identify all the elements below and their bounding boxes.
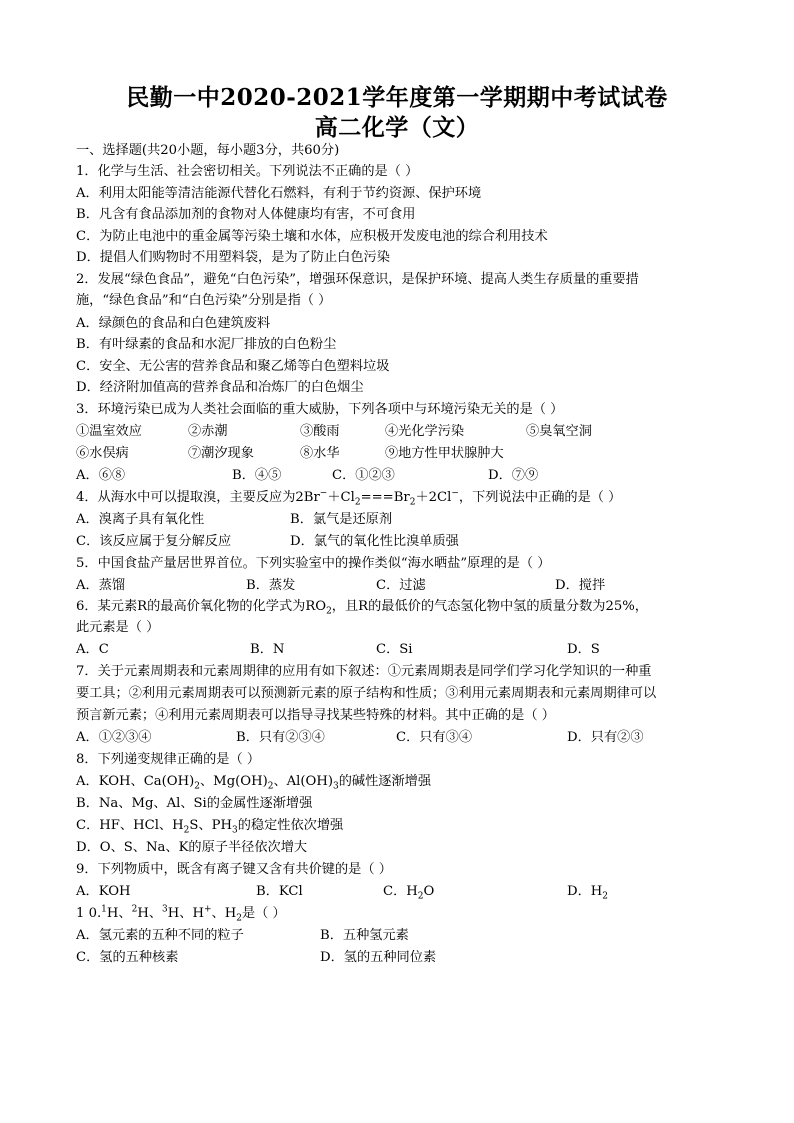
question-7-stem-line-3: 预言新元素；④利用元素周期表可以指导寻找某些特殊的材料。其中正确的是（ ）	[76, 708, 555, 723]
question-8-option-d: D．O、S、Na、K的原子半径依次增大	[76, 840, 308, 855]
question-7-option-a: A．①②③④	[76, 730, 152, 745]
question-4-option-a: A．溴离子具有氧化性	[76, 512, 205, 527]
question-3-item-8: ⑧水华	[300, 446, 340, 461]
question-7-option-c: C．只有③④	[396, 730, 473, 745]
question-7-stem-line-2: 要工具；②利用元素周期表可以预测新元素的原子结构和性质；③利用元素周期表和元素周期律可以	[76, 686, 657, 701]
question-4-option-b: B．氯气是还原剂	[290, 512, 393, 527]
question-2-option-a: A．绿颜色的食品和白色建筑废料	[76, 316, 271, 331]
question-8-option-b: B．Na、Mg、Al、Si的金属性逐渐增强	[76, 796, 313, 811]
question-3-option-c: C．①②③	[332, 468, 395, 483]
question-9-option-a: A．KOH	[76, 884, 131, 899]
question-9-option-d: D．$H_2$	[567, 884, 608, 902]
question-10-option-a: A．氢元素的五种不同的粒子	[76, 928, 244, 943]
question-3-item-2: ②赤潮	[188, 424, 228, 439]
question-3-item-5: ⑤臭氧空洞	[526, 424, 592, 439]
question-9-option-c: C．$H_2O$	[383, 884, 435, 902]
question-4-option-c: C．该反应属于复分解反应	[76, 534, 232, 549]
question-3-item-9: ⑨地方性甲状腺肿大	[385, 446, 504, 461]
question-6-option-d: D．S	[567, 642, 600, 657]
question-9-stem: 9．下列物质中，既含有离子键又含有共价键的是（ ）	[76, 862, 392, 877]
question-2-option-d: D．经济附加值高的营养食品和冶炼厂的白色烟尘	[76, 380, 364, 395]
question-8-stem: 8．下列递变规律正确的是（ ）	[76, 752, 261, 767]
question-9-option-b: B．KCl	[256, 884, 303, 899]
question-5-option-b: B．蒸发	[246, 578, 296, 593]
question-2-option-c: C．安全、无公害的营养食品和聚乙烯等白色塑料垃圾	[76, 359, 390, 374]
question-5-option-c: C．过滤	[376, 578, 426, 593]
question-7-option-d: D．只有②③	[567, 730, 644, 745]
question-1-stem: 1．化学与生活、社会密切相关。下列说法不正确的是（ ）	[76, 164, 419, 179]
question-10-option-c: C．氢的五种核素	[76, 950, 179, 965]
section-heading: 一、选择题(共20小题，每小题3分，共60分)	[76, 143, 340, 158]
question-3-option-a: A．⑥⑧	[76, 468, 126, 483]
question-6-stem: 6．某元素R的最高价氧化物的化学式为$RO_2$，且R的最低价的气态氢化物中氢的质量分数为25%，	[76, 599, 648, 617]
question-1-option-d: D．提倡人们购物时不用塑料袋，是为了防止白色污染	[76, 250, 390, 265]
question-10-stem: 1 0.$^1$H、$^2$H、$^3$H、H+、$H_2$是（ ）	[76, 904, 286, 924]
question-4-option-d: D．氯气的氧化性比溴单质强	[290, 534, 459, 549]
question-10-option-d: D．氢的五种同位素	[320, 950, 437, 965]
exam-title: 民勤一中2020-2021学年度第一学期期中考试试卷	[126, 84, 668, 111]
question-5-option-d: D．搅拌	[555, 578, 606, 593]
question-6-option-c: C．Si	[376, 642, 413, 657]
question-2-stem-line-1: 2．发展“绿色食品”，避免“白色污染”，增强环保意识，是保护环境、提高人类生存质量的重要措	[76, 272, 639, 287]
question-3-item-4: ④光化学污染	[385, 424, 465, 439]
question-3-option-b: B．④⑤	[232, 468, 282, 483]
question-7-option-b: B．只有②③④	[236, 730, 325, 745]
question-6-option-b: B．N	[250, 642, 285, 657]
exam-subtitle: 高二化学（文）	[314, 114, 480, 141]
question-5-option-a: A．蒸馏	[76, 578, 126, 593]
question-8-option-a: A．KOH、$Ca(OH)_2$、$Mg(OH)_2$、$Al(OH)_3$的碱性逐渐增强	[76, 774, 432, 792]
question-1-option-b: B．凡含有食品添加剂的食物对人体健康均有害，不可食用	[76, 207, 416, 222]
question-3-item-6: ⑥水俣病	[76, 446, 129, 461]
question-2-stem-line-2: 施，“绿色食品”和“白色污染”分别是指（ ）	[76, 293, 332, 308]
question-1-option-c: C．为防止电池中的重金属等污染土壤和水体，应积极开发废电池的综合利用技术	[76, 229, 548, 244]
question-6-option-a: A．C	[76, 642, 109, 657]
question-3-item-1: ①温室效应	[76, 424, 142, 439]
question-3-option-d: D．⑦⑨	[488, 468, 539, 483]
question-3-item-7: ⑦潮汐现象	[188, 446, 254, 461]
question-3-stem: 3．环境污染已成为人类社会面临的重大威胁，下列各项中与环境污染无关的是（ ）	[76, 402, 564, 417]
question-6-stem-line-2: 此元素是（ ）	[76, 620, 160, 635]
question-5-stem: 5．中国食盐产量居世界首位。下列实验室中的操作类似“海水晒盐”原理的是（ ）	[76, 556, 551, 571]
question-8-option-c: C．HF、HCl、$H_2S$、$PH_3$的稳定性依次增强	[76, 818, 344, 836]
question-10-option-b: B．五种氢元素	[320, 928, 409, 943]
question-4-stem: 4．从海水中可以提取溴，主要反应为$2Br^-+Cl_2===Br_2+2Cl^-$，下列说法中正确的是（ ）	[76, 488, 622, 508]
question-2-option-b: B．有叶绿素的食品和水泥厂排放的白色粉尘	[76, 337, 337, 352]
question-7-stem-line-1: 7．关于元素周期表和元素周期律的应用有如下叙述：①元素周期表是同学们学习化学知识的一种重	[76, 664, 652, 679]
question-1-option-a: A．利用太阳能等清洁能源代替化石燃料，有利于节约资源、保护环境	[76, 186, 482, 201]
question-3-item-3: ③酸雨	[300, 424, 340, 439]
